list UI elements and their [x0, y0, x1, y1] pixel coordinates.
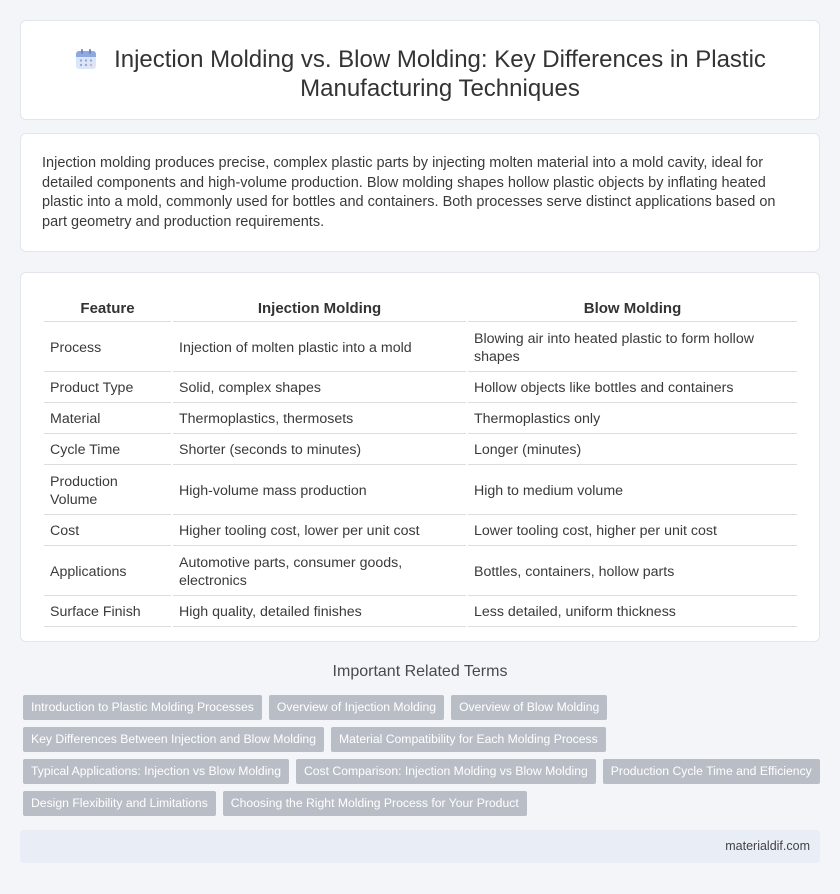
blow-cell: Lower tooling cost, higher per unit cost	[468, 517, 797, 546]
tag-link[interactable]: Cost Comparison: Injection Molding vs Blow Molding	[296, 759, 596, 784]
injection-cell: High-volume mass production	[173, 467, 466, 515]
tag-link[interactable]: Overview of Injection Molding	[269, 695, 444, 720]
feature-cell: Product Type	[44, 374, 171, 403]
table-row	[44, 374, 797, 403]
injection-cell: Thermoplastics, thermosets	[173, 405, 466, 434]
table-header-row	[44, 296, 797, 322]
blow-cell: Bottles, containers, hollow parts	[468, 548, 797, 596]
intro-card	[20, 133, 820, 252]
injection-cell: High quality, detailed finishes	[173, 598, 466, 627]
footer-site-link[interactable]: materialdif.com	[725, 839, 810, 853]
table-row	[44, 436, 797, 465]
feature-cell: Material	[44, 405, 171, 434]
related-terms-heading: Important Related Terms	[332, 663, 508, 680]
header-card	[20, 20, 820, 120]
tag-row	[23, 695, 823, 720]
tag-link[interactable]: Choosing the Right Molding Process for Your Product	[223, 791, 527, 816]
header-feature: Feature	[44, 296, 171, 322]
comparison-table-card	[20, 272, 820, 642]
table-row	[44, 517, 797, 546]
table-row	[44, 324, 797, 372]
tag-row	[23, 791, 823, 816]
header-injection-molding: Injection Molding	[173, 296, 466, 322]
header-blow-molding: Blow Molding	[468, 296, 797, 322]
injection-cell: Shorter (seconds to minutes)	[173, 436, 466, 465]
injection-cell: Higher tooling cost, lower per unit cost	[173, 517, 466, 546]
intro-paragraph: Injection molding produces precise, complex plastic parts by injecting molten material into a mold cavity, ideal for detailed components and high-volume production. Blow molding shapes hollow plastic objects by inflating heated plastic into a mold, commonly used for bottles and containers. Both processes serve distinct applications based on part geometry and production requirements.	[42, 155, 776, 230]
tag-link[interactable]: Typical Applications: Injection vs Blow Molding	[23, 759, 289, 784]
table-row	[44, 405, 797, 434]
tag-link[interactable]: Introduction to Plastic Molding Processes	[23, 695, 262, 720]
blow-cell: Thermoplastics only	[468, 405, 797, 434]
feature-cell: Applications	[44, 548, 171, 596]
feature-cell: Cost	[44, 517, 171, 546]
tag-row	[23, 759, 823, 784]
injection-cell: Injection of molten plastic into a mold	[173, 324, 466, 372]
tag-link[interactable]: Production Cycle Time and Efficiency	[603, 759, 820, 784]
footer	[20, 830, 820, 863]
feature-cell: Production Volume	[44, 467, 171, 515]
tag-link[interactable]: Material Compatibility for Each Molding Process	[331, 727, 606, 752]
tag-link[interactable]: Design Flexibility and Limitations	[23, 791, 216, 816]
table-row	[44, 467, 797, 515]
related-terms-tags	[23, 695, 823, 823]
blow-cell: Less detailed, uniform thickness	[468, 598, 797, 627]
feature-cell: Surface Finish	[44, 598, 171, 627]
page-title: Injection Molding vs. Blow Molding: Key Differences in Plastic Manufacturing Techniques	[114, 46, 766, 102]
blow-cell: High to medium volume	[468, 467, 797, 515]
feature-cell: Cycle Time	[44, 436, 171, 465]
table-row	[44, 598, 797, 627]
comparison-table	[42, 294, 799, 629]
tag-link[interactable]: Key Differences Between Injection and Blow Molding	[23, 727, 324, 752]
tag-row	[23, 727, 823, 752]
feature-cell: Process	[44, 324, 171, 372]
blow-cell: Longer (minutes)	[468, 436, 797, 465]
blow-cell: Hollow objects like bottles and containers	[468, 374, 797, 403]
injection-cell: Automotive parts, consumer goods, electronics	[173, 548, 466, 596]
tag-link[interactable]: Overview of Blow Molding	[451, 695, 607, 720]
blow-cell: Blowing air into heated plastic to form hollow shapes	[468, 324, 797, 372]
injection-cell: Solid, complex shapes	[173, 374, 466, 403]
table-row	[44, 548, 797, 596]
